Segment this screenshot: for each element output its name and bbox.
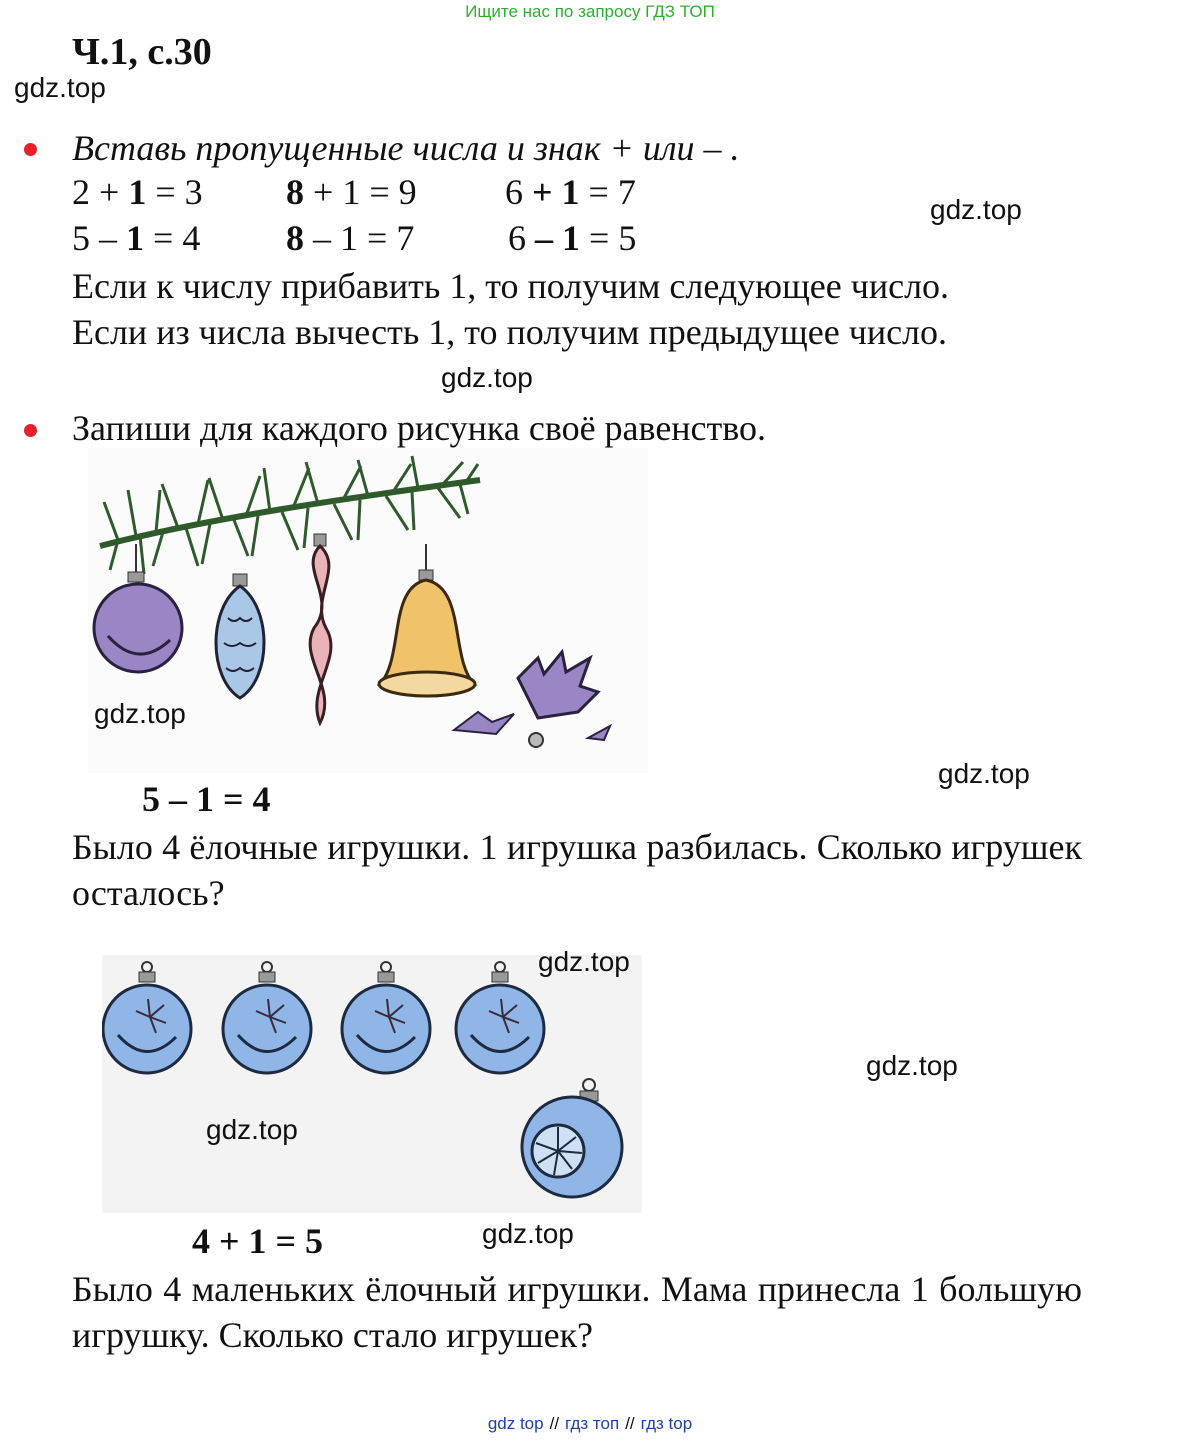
watermark: gdz.top: [482, 1218, 574, 1249]
picture2-problem-text: Было 4 маленьких ёлочный игрушки. Мама принесла 1 большую игрушку. Сколько стало игрушек?: [72, 1269, 1082, 1355]
watermark: gdz.top: [866, 1050, 958, 1081]
watermark: gdz.top: [14, 72, 106, 103]
christmas-balls-picture: [102, 955, 642, 1213]
watermark: gdz.top: [206, 1114, 298, 1145]
picture1-problem-text: Было 4 ёлочные игрушки. 1 игрушка разбилась. Сколько игрушек осталось?: [72, 827, 1082, 913]
footer-link[interactable]: гдз top: [640, 1414, 693, 1433]
rule-next-number: Если к числу прибавить 1, то получим следующее число.: [72, 266, 950, 306]
rule-previous-number: Если из числа вычесть 1, то получим предыдущее число.: [72, 312, 948, 352]
equation-row1-col1: 2 + 1 = 3: [72, 172, 203, 212]
equation-row2-col2: 8 – 1 = 7: [286, 218, 415, 258]
equation-row2-col1: 5 – 1 = 4: [72, 218, 201, 258]
equation-row1-col3: 6 + 1 = 7: [505, 172, 636, 212]
watermark: gdz.top: [930, 194, 1022, 225]
task2-instruction: Запиши для каждого рисунка своё равенство.: [72, 408, 767, 448]
watermark: gdz.top: [94, 698, 186, 729]
watermark: gdz.top: [938, 758, 1030, 789]
bullet-task-1: [24, 143, 37, 156]
equation-row2-col3: 6 – 1 = 5: [508, 218, 637, 258]
picture1-equation: 5 – 1 = 4: [142, 779, 271, 819]
watermark: gdz.top: [441, 362, 533, 393]
footer-links: gdz top // гдз топ // гдз top: [487, 1414, 693, 1433]
bullet-task-2: [24, 424, 37, 437]
equation-row1-col2: 8 + 1 = 9: [286, 172, 417, 212]
watermark: gdz.top: [538, 946, 630, 977]
header-search-link[interactable]: Ищите нас по запросу ГДЗ ТОП: [465, 2, 715, 21]
footer-link[interactable]: gdz top: [487, 1414, 544, 1433]
task1-instruction: Вставь пропущенные числа и знак + или – .: [72, 128, 740, 168]
footer-link[interactable]: гдз топ: [565, 1414, 620, 1433]
page-title: Ч.1, с.30: [72, 31, 212, 73]
picture2-equation: 4 + 1 = 5: [192, 1221, 324, 1261]
